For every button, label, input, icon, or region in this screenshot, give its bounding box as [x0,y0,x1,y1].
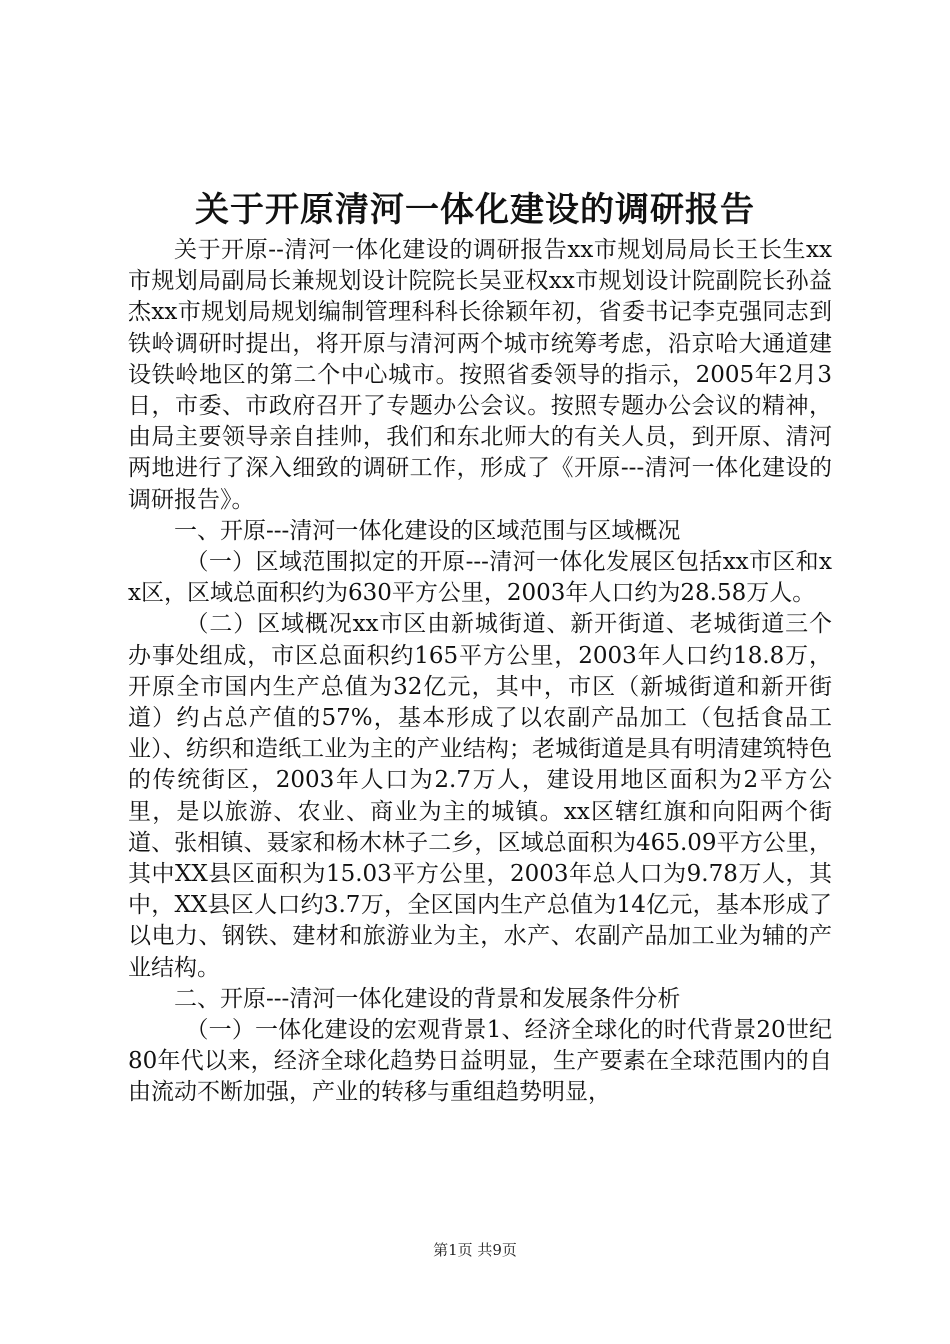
paragraph-macro-background: （一）一体化建设的宏观背景1、经济全球化的时代背景20世纪80年代以来，经济全球化趋势日益明显，生产要素在全球范围内的自由流动不断加强，产业的转移与重组趋势明显， [128,1017,832,1106]
section-heading-2: 二、开原---清河一体化建设的背景和发展条件分析 [174,985,681,1012]
section-heading-1: 一、开原---清河一体化建设的区域范围与区域概况 [174,517,681,544]
paragraph-intro: 关于开原--清河一体化建设的调研报告xx市规划局局长王长生xx市规划局副局长兼规划设计院院长吴亚权xx市规划设计院副院长孙益杰xx市规划局规划编制管理科科长徐颖年初，省委书记李克强同志到铁岭调研时提出，将开原与清河两个城市统筹考虑，沿京哈大通道建设铁岭地区的第二个中心城市。按照省委领导的指示，2005年2月3日，市委、市政府召开了专题办公会议。按照专题办公会议的精神，由局主要领导亲自挂帅，我们和东北师大的有关人员，到开原、清河两地进行了深入细致的调研工作，形成了《开原---清河一体化建设的调研报告》。 [128,237,832,513]
paragraph-region-overview: （二）区域概况xx市区由新城街道、新开街道、老城街道三个办事处组成，市区总面积约165平方公里，2003年人口约18.8万，开原全市国内生产总值为32亿元，其中，市区（新城街道和新开街道）约占总产值的57%，基本形成了以农副产品加工（包括食品工业）、纺织和造纸工业为主的产业结构；老城街道是具有明清建筑特色的传统街区，2003年人口为2.7万人，建设用地区面积为2平方公里，是以旅游、农业、商业为主的城镇。xx区辖红旗和向阳两个街道、张相镇、聂家和杨木林子二乡，区域总面积为465.09平方公里，其中XX县区面积为15.03平方公里，2003年总人口为9.78万人，其中，XX县区人口约3.7万，全区国内生产总值为14亿元，基本形成了以电力、钢铁、建材和旅游业为主，水产、农副产品加工业为辅的产业结构。 [128,611,832,981]
page-number: 第1页 共9页 [433,1241,517,1259]
document-title: 关于开原清河一体化建设的调研报告 [195,190,755,230]
document-body [128,235,832,1109]
paragraph-region-scope: （一）区域范围拟定的开原---清河一体化发展区包括xx市区和xx区，区域总面积约为630平方公里，2003年人口约为28.58万人。 [128,549,832,607]
